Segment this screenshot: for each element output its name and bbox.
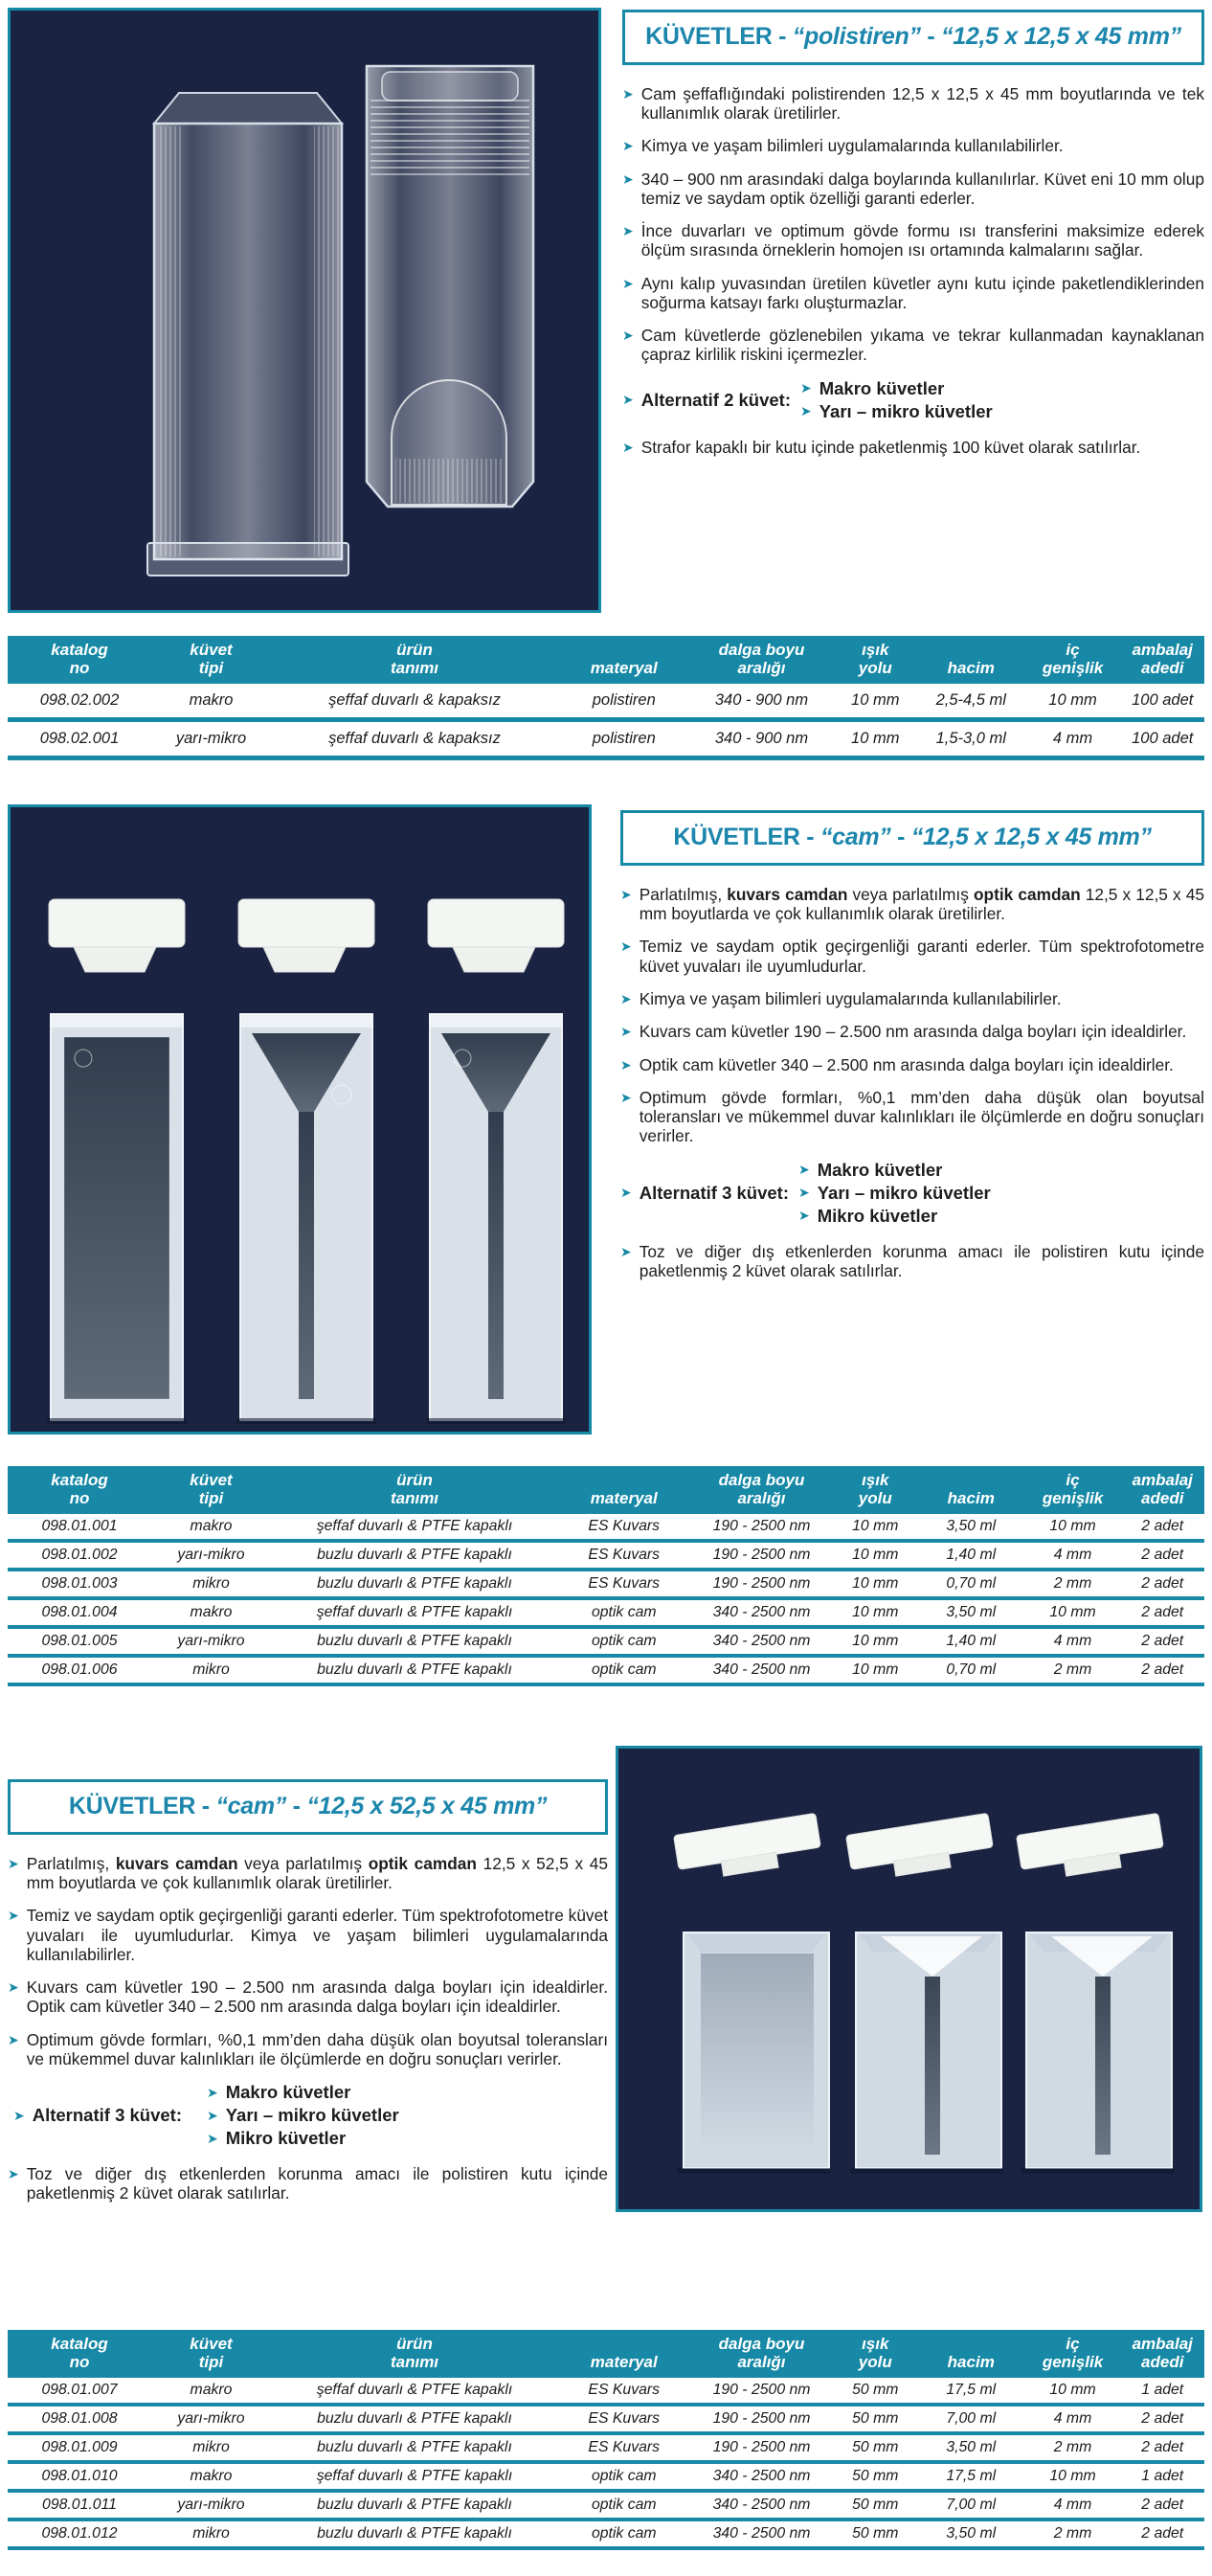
table-cell: optik cam xyxy=(558,2462,690,2491)
table-cell: 50 mm xyxy=(834,2462,918,2491)
table-row xyxy=(8,1570,1204,1598)
bullet-list xyxy=(622,84,1204,457)
table-cell: 2 mm xyxy=(1025,1656,1121,1684)
ptfe-caps xyxy=(49,899,564,972)
column-header: ürün tanımı xyxy=(271,2330,558,2378)
bullet-arrow-icon: ➤ xyxy=(8,1979,19,1996)
bullet-item: ➤ Toz ve diğer dış etkenlerden korunma amacı ile polistiren kutu içinde paketlenmiş 2 küvet olarak satılırlar. xyxy=(8,2164,608,2203)
table-cell: 100 adet xyxy=(1121,720,1205,758)
ptfe-cap-slabs xyxy=(674,1813,1166,1883)
table-cell: 3,50 ml xyxy=(917,1514,1025,1541)
table-row xyxy=(8,2520,1204,2548)
table-cell: 4 mm xyxy=(1025,720,1121,758)
table-cell: 098.01.012 xyxy=(8,2520,151,2548)
column-header: materyal xyxy=(558,1466,690,1514)
bullet-item: ➤ Kimya ve yaşam bilimleri uygulamalarında kullanılabilirler. xyxy=(622,136,1064,156)
table-cell: 098.01.011 xyxy=(8,2491,151,2520)
table-cell: 1 adet xyxy=(1121,2462,1205,2491)
column-header: küvet tipi xyxy=(151,2330,271,2378)
table-cell: 2 adet xyxy=(1121,1656,1205,1684)
table-cell: 7,00 ml xyxy=(917,2491,1025,2520)
table-cell: 340 - 900 nm xyxy=(690,684,834,720)
bullet-item: ➤ Strafor kapaklı bir kutu içinde paketlenmiş 100 küvet olarak satılırlar. xyxy=(622,437,1141,457)
bullet-arrow-icon: ➤ xyxy=(622,138,634,154)
table-cell: 2 adet xyxy=(1121,2520,1205,2548)
alternative-item: ➤ Mikro küvetler xyxy=(207,2128,347,2149)
table-cell: 4 mm xyxy=(1025,1541,1121,1570)
bullet-arrow-icon: ➤ xyxy=(622,439,634,455)
bullet-arrow-icon: ➤ xyxy=(798,1185,810,1201)
bullet-arrow-icon: ➤ xyxy=(8,1856,19,1871)
table-cell: 10 mm xyxy=(834,720,918,758)
table-cell: buzlu duvarlı & PTFE kapaklı xyxy=(271,1627,558,1656)
table-cell: buzlu duvarlı & PTFE kapaklı xyxy=(271,2491,558,2520)
table-row xyxy=(8,1598,1204,1627)
bullet-arrow-icon: ➤ xyxy=(622,275,634,291)
bullet-item: ➤ Cam küvetlerde gözlenebilen yıkama ve tekrar kullanmadan kaynaklanan çapraz kirlilik riskini içermezler. xyxy=(622,326,1204,365)
table-cell: 2 mm xyxy=(1025,1570,1121,1598)
bullet-arrow-icon: ➤ xyxy=(620,938,632,955)
table-cell: optik cam xyxy=(558,2520,690,2548)
table-cell: mikro xyxy=(151,2520,271,2548)
table-cell: şeffaf duvarlı & kapaksız xyxy=(271,684,558,720)
table-cell: 1,40 ml xyxy=(917,1541,1025,1570)
column-header: küvet tipi xyxy=(151,636,271,684)
table-cell: 340 - 900 nm xyxy=(690,720,834,758)
table-cell: 2 adet xyxy=(1121,1514,1205,1541)
table-cell: 2 adet xyxy=(1121,1598,1205,1627)
column-header: katalog no xyxy=(8,1466,151,1514)
column-header: ambalaj adedi xyxy=(1121,1466,1205,1514)
table-cell: 190 - 2500 nm xyxy=(690,2433,834,2462)
table-cell: 3,50 ml xyxy=(917,1598,1025,1627)
table-cell: 098.01.006 xyxy=(8,1656,151,1684)
column-header: ambalaj adedi xyxy=(1121,2330,1205,2378)
bullet-arrow-icon: ➤ xyxy=(798,1162,810,1178)
bullet-arrow-icon: ➤ xyxy=(8,2166,19,2182)
table-cell: 10 mm xyxy=(834,1570,918,1598)
bullet-arrow-icon: ➤ xyxy=(800,380,812,396)
table-cell: yarı-mikro xyxy=(151,720,271,758)
bullet-arrow-icon: ➤ xyxy=(620,1089,632,1105)
column-header: materyal xyxy=(558,2330,690,2378)
alternatives-row xyxy=(8,2082,608,2149)
table-cell: ES Kuvars xyxy=(558,2405,690,2433)
table-cell: makro xyxy=(151,1598,271,1627)
table-cell: optik cam xyxy=(558,2491,690,2520)
table-row xyxy=(8,2378,1204,2405)
table-cell: makro xyxy=(151,2462,271,2491)
bullet-arrow-icon: ➤ xyxy=(622,392,634,408)
table-row xyxy=(8,1627,1204,1656)
table-cam-kuvetler-small xyxy=(8,1466,1204,1686)
bullet-list xyxy=(620,885,1204,1280)
table-cell: 10 mm xyxy=(1025,2378,1121,2405)
bullet-arrow-icon: ➤ xyxy=(8,1908,19,1924)
bullet-arrow-icon: ➤ xyxy=(798,1208,810,1224)
table-cell: 098.02.001 xyxy=(8,720,151,758)
table-cell: 4 mm xyxy=(1025,1627,1121,1656)
table-cell: 0,70 ml xyxy=(917,1656,1025,1684)
alternative-item: ➤ Yarı – mikro küvetler xyxy=(207,2105,399,2126)
table-row xyxy=(8,2433,1204,2462)
column-header: dalga boyu aralığı xyxy=(690,2330,834,2378)
table-cell: 2 adet xyxy=(1121,2433,1205,2462)
table-cell: yarı-mikro xyxy=(151,1627,271,1656)
bullet-item: ➤ Temiz ve saydam optik geçirgenliği garanti ederler. Tüm spektrofotometre küvet yuvaları ile uyumludurlar. xyxy=(620,937,1204,976)
bullet-item: ➤ Toz ve diğer dış etkenlerden korunma amacı ile polistiren kutu içinde paketlenmiş 2 küvet olarak satılırlar. xyxy=(620,1241,1204,1280)
section-title: KÜVETLER - “polistiren” - “12,5 x 12,5 x 45 mm” xyxy=(622,10,1204,65)
table-cell: 2 adet xyxy=(1121,1541,1205,1570)
table-cell: şeffaf duvarlı & kapaksız xyxy=(271,720,558,758)
table-cell: 2 mm xyxy=(1025,2520,1121,2548)
table-cell: makro xyxy=(151,2378,271,2405)
alternatives-label: Alternatif 3 küvet: xyxy=(32,2105,182,2126)
table-cell: 098.01.009 xyxy=(8,2433,151,2462)
table-cell: şeffaf duvarlı & PTFE kapaklı xyxy=(271,1514,558,1541)
table-cell: şeffaf duvarlı & PTFE kapaklı xyxy=(271,1598,558,1627)
table-cell: 098.01.004 xyxy=(8,1598,151,1627)
bullet-list xyxy=(8,1854,608,2203)
column-header: materyal xyxy=(558,636,690,684)
table-row xyxy=(8,2491,1204,2520)
bullet-arrow-icon: ➤ xyxy=(207,2130,218,2146)
table-cell: ES Kuvars xyxy=(558,1541,690,1570)
table-cell: optik cam xyxy=(558,1627,690,1656)
table-cell: 098.01.007 xyxy=(8,2378,151,2405)
section-cam-large xyxy=(8,1779,608,2217)
table-cell: buzlu duvarlı & PTFE kapaklı xyxy=(271,2520,558,2548)
table-header xyxy=(8,1466,1204,1514)
bullet-item: ➤ Optimum gövde formları, %0,1 mm’den daha düşük olan boyutsal toleransları ve mükemmel duvar kalınlıkları ile ölçümlerde en doğru sonuçları verirler. xyxy=(620,1087,1204,1146)
column-header: ışık yolu xyxy=(834,2330,918,2378)
table-row xyxy=(8,2462,1204,2491)
table-cell: mikro xyxy=(151,2433,271,2462)
alternative-item: ➤ Makro küvetler xyxy=(800,377,945,398)
bullet-arrow-icon: ➤ xyxy=(13,2107,25,2123)
table-cell: makro xyxy=(151,684,271,720)
section-title: KÜVETLER - “cam” - “12,5 x 12,5 x 45 mm” xyxy=(620,810,1204,866)
table-body xyxy=(8,2378,1204,2548)
column-header: hacim xyxy=(917,1466,1025,1514)
alternatives-row xyxy=(620,1160,1204,1227)
table-cell: 098.01.010 xyxy=(8,2462,151,2491)
table-row xyxy=(8,2405,1204,2433)
table-cell: 340 - 2500 nm xyxy=(690,1656,834,1684)
table-cell: ES Kuvars xyxy=(558,2378,690,2405)
alternative-item: ➤ Yarı – mikro küvetler xyxy=(798,1182,991,1203)
table-cell: 10 mm xyxy=(834,1656,918,1684)
table-row xyxy=(8,684,1204,720)
table-cell: 3,50 ml xyxy=(917,2520,1025,2548)
table-cell: 1,40 ml xyxy=(917,1627,1025,1656)
column-header: ambalaj adedi xyxy=(1121,636,1205,684)
table-cell: ES Kuvars xyxy=(558,2433,690,2462)
column-header: dalga boyu aralığı xyxy=(690,1466,834,1514)
bullet-arrow-icon: ➤ xyxy=(620,990,632,1006)
bullet-item: ➤ Kuvars cam küvetler 190 – 2.500 nm arasında dalga boyları için idealdirler. xyxy=(620,1022,1187,1042)
bullet-item: ➤ Optik cam küvetler 340 – 2.500 nm arasında dalga boyları için idealdirler. xyxy=(620,1054,1174,1074)
table-cell: 10 mm xyxy=(1025,1514,1121,1541)
table-row xyxy=(8,1656,1204,1684)
alternative-item: ➤ Yarı – mikro küvetler xyxy=(800,400,993,421)
alternative-item: ➤ Makro küvetler xyxy=(798,1159,943,1180)
glass-cuvettes-large-illustration xyxy=(618,1749,1200,2209)
column-header: hacim xyxy=(917,2330,1025,2378)
bullet-arrow-icon: ➤ xyxy=(800,403,812,419)
table-cell: 7,00 ml xyxy=(917,2405,1025,2433)
table-cell: 190 - 2500 nm xyxy=(690,2378,834,2405)
table-cell: şeffaf duvarlı & PTFE kapaklı xyxy=(271,2378,558,2405)
table-cell: makro xyxy=(151,1514,271,1541)
table-row xyxy=(8,720,1204,758)
table-cell: buzlu duvarlı & PTFE kapaklı xyxy=(271,1541,558,1570)
table-cell: 50 mm xyxy=(834,2520,918,2548)
table-cell: 10 mm xyxy=(834,1514,918,1541)
bullet-arrow-icon: ➤ xyxy=(622,223,634,239)
table-cell: ES Kuvars xyxy=(558,1514,690,1541)
table-body xyxy=(8,684,1204,758)
glass-cuvettes-small-photo xyxy=(8,804,592,1435)
table-cell: 1 adet xyxy=(1121,2378,1205,2405)
bullet-arrow-icon: ➤ xyxy=(620,1024,632,1040)
table-cell: 1,5-3,0 ml xyxy=(917,720,1025,758)
table-cell: 2 adet xyxy=(1121,1627,1205,1656)
column-header: ürün tanımı xyxy=(271,1466,558,1514)
table-cell: polistiren xyxy=(558,684,690,720)
table-cell: 190 - 2500 nm xyxy=(690,2405,834,2433)
table-cell: buzlu duvarlı & PTFE kapaklı xyxy=(271,1656,558,1684)
table-row xyxy=(8,1541,1204,1570)
bullet-arrow-icon: ➤ xyxy=(620,1185,632,1201)
column-header: iç genişlik xyxy=(1025,1466,1121,1514)
table-cell: mikro xyxy=(151,1656,271,1684)
bullet-item: ➤ Parlatılmış, kuvars camdan veya parlatılmış optik camdan 12,5 x 12,5 x 45 mm boyutlarda ve çok kullanımlık olarak üretilirler. xyxy=(620,885,1204,924)
table-cell: 190 - 2500 nm xyxy=(690,1514,834,1541)
table-cell: buzlu duvarlı & PTFE kapaklı xyxy=(271,2433,558,2462)
bullet-item: ➤ Kimya ve yaşam bilimleri uygulamalarında kullanılabilirler. xyxy=(620,988,1062,1008)
table-cell: 17,5 ml xyxy=(917,2462,1025,2491)
table-cell: 10 mm xyxy=(1025,684,1121,720)
table-cell: 098.01.003 xyxy=(8,1570,151,1598)
polystyrene-cuvettes-illustration xyxy=(11,11,598,610)
section-polistiren xyxy=(622,10,1204,470)
glass-cuvettes-small-illustration xyxy=(11,807,589,1432)
bullet-item: ➤ 340 – 900 nm arasındaki dalga boylarında kullanılırlar. Küvet eni 10 mm olup temiz ve saydam optik özelliği garanti ederler. xyxy=(622,169,1204,208)
column-header: iç genişlik xyxy=(1025,636,1121,684)
table-cell: yarı-mikro xyxy=(151,2491,271,2520)
table-cell: 2 adet xyxy=(1121,2405,1205,2433)
column-header: iç genişlik xyxy=(1025,2330,1121,2378)
table-cell: buzlu duvarlı & PTFE kapaklı xyxy=(271,2405,558,2433)
bullet-item: ➤ İnce duvarları ve optimum gövde formu ısı transferini maksimize ederek ölçüm sırasında örneklerin homojen ısı ortamında kalmalarını sağlar. xyxy=(622,221,1204,260)
bullet-item: ➤ Aynı kalıp yuvasından üretilen küvetler aynı kutu içinde paketlendiklerinden soğurma katsayı farkı oluşturmazlar. xyxy=(622,273,1204,312)
table-cell: 10 mm xyxy=(834,1598,918,1627)
polystyrene-cuvettes-photo xyxy=(8,8,601,613)
column-header: küvet tipi xyxy=(151,1466,271,1514)
table-cell: 190 - 2500 nm xyxy=(690,1570,834,1598)
table-cell: 50 mm xyxy=(834,2491,918,2520)
table-cell: ES Kuvars xyxy=(558,1570,690,1598)
table-cell: 17,5 ml xyxy=(917,2378,1025,2405)
bullet-arrow-icon: ➤ xyxy=(622,86,634,102)
table-header xyxy=(8,2330,1204,2378)
alternatives-label: Alternatif 2 küvet: xyxy=(640,389,791,410)
column-header: ışık yolu xyxy=(834,1466,918,1514)
table-cell: 0,70 ml xyxy=(917,1570,1025,1598)
table-cell: 098.02.002 xyxy=(8,684,151,720)
bullet-item: ➤ Optimum gövde formları, %0,1 mm’den daha düşük olan boyutsal toleransları ve mükemmel duvar kalınlıkları ile ölçümlerde en doğru sonuçları verirler. xyxy=(8,2029,608,2068)
table-cell: 10 mm xyxy=(834,1627,918,1656)
table-cell: 340 - 2500 nm xyxy=(690,2520,834,2548)
column-header: dalga boyu aralığı xyxy=(690,636,834,684)
bullet-arrow-icon: ➤ xyxy=(620,887,632,902)
table-cell: 10 mm xyxy=(1025,2462,1121,2491)
table-cell: 098.01.002 xyxy=(8,1541,151,1570)
table-cell: buzlu duvarlı & PTFE kapaklı xyxy=(271,1570,558,1598)
bullet-arrow-icon: ➤ xyxy=(207,2107,218,2123)
table-cell: 50 mm xyxy=(834,2378,918,2405)
table-cell: 10 mm xyxy=(1025,1598,1121,1627)
table-cam-kuvetler-large xyxy=(8,2330,1204,2550)
section-cam-small xyxy=(620,810,1204,1294)
table-cell: 340 - 2500 nm xyxy=(690,1598,834,1627)
table-cell: 098.01.005 xyxy=(8,1627,151,1656)
table-cell: optik cam xyxy=(558,1656,690,1684)
table-cell: 340 - 2500 nm xyxy=(690,1627,834,1656)
column-header: katalog no xyxy=(8,2330,151,2378)
bullet-arrow-icon: ➤ xyxy=(207,2084,218,2100)
table-cell: 098.01.001 xyxy=(8,1514,151,1541)
alternatives-label: Alternatif 3 küvet: xyxy=(639,1182,789,1203)
bullet-arrow-icon: ➤ xyxy=(620,1243,632,1259)
table-cell: 100 adet xyxy=(1121,684,1205,720)
table-cell: polistiren xyxy=(558,720,690,758)
bullet-arrow-icon: ➤ xyxy=(622,328,634,344)
table-cell: optik cam xyxy=(558,1598,690,1627)
table-cell: 2 adet xyxy=(1121,1570,1205,1598)
table-cell: 2 adet xyxy=(1121,2491,1205,2520)
column-header: hacim xyxy=(917,636,1025,684)
table-polistiren-kuvetler xyxy=(8,636,1204,760)
section-title: KÜVETLER - “cam” - “12,5 x 52,5 x 45 mm” xyxy=(8,1779,608,1835)
table-cell: 4 mm xyxy=(1025,2491,1121,2520)
glass-cuvettes-large-photo xyxy=(616,1746,1202,2212)
table-cell: 098.01.008 xyxy=(8,2405,151,2433)
column-header: katalog no xyxy=(8,636,151,684)
table-cell: yarı-mikro xyxy=(151,2405,271,2433)
alternative-item: ➤ Makro küvetler xyxy=(207,2082,351,2103)
bullet-arrow-icon: ➤ xyxy=(620,1056,632,1073)
table-cell: yarı-mikro xyxy=(151,1541,271,1570)
bullet-arrow-icon: ➤ xyxy=(8,2031,19,2047)
bullet-item: ➤ Cam şeffaflığındaki polistirenden 12,5 x 12,5 x 45 mm boyutlarında ve tek kullanımlık olarak üretilirler. xyxy=(622,84,1204,124)
alternative-item: ➤ Mikro küvetler xyxy=(798,1205,938,1226)
table-body xyxy=(8,1514,1204,1684)
table-row xyxy=(8,1514,1204,1541)
table-cell: 50 mm xyxy=(834,2433,918,2462)
table-cell: 340 - 2500 nm xyxy=(690,2491,834,2520)
table-cell: şeffaf duvarlı & PTFE kapaklı xyxy=(271,2462,558,2491)
bullet-item: ➤ Kuvars cam küvetler 190 – 2.500 nm arasında dalga boyları için idealdirler. Optik cam küvetler 340 – 2.500 nm arasında dalga boyları için idealdirler. xyxy=(8,1977,608,2017)
table-cell: 10 mm xyxy=(834,684,918,720)
table-cell: 3,50 ml xyxy=(917,2433,1025,2462)
table-cell: 190 - 2500 nm xyxy=(690,1541,834,1570)
table-cell: mikro xyxy=(151,1570,271,1598)
table-cell: 2,5-4,5 ml xyxy=(917,684,1025,720)
table-cell: 10 mm xyxy=(834,1541,918,1570)
column-header: ışık yolu xyxy=(834,636,918,684)
alternatives-row xyxy=(622,378,1204,422)
table-header xyxy=(8,636,1204,684)
table-cell: 2 mm xyxy=(1025,2433,1121,2462)
table-cell: 340 - 2500 nm xyxy=(690,2462,834,2491)
table-cell: 50 mm xyxy=(834,2405,918,2433)
bullet-arrow-icon: ➤ xyxy=(622,170,634,187)
bullet-item: ➤ Parlatılmış, kuvars camdan veya parlatılmış optik camdan 12,5 x 52,5 x 45 mm boyutlarda ve çok kullanımlık olarak üretilirler. xyxy=(8,1854,608,1893)
table-cell: 4 mm xyxy=(1025,2405,1121,2433)
bullet-item: ➤ Temiz ve saydam optik geçirgenliği garanti ederler. Tüm spektrofotometre küvet yuvaları ile uyumludurlar. Kimya ve yaşam bilimleri uygulamalarında kullanılabilirler. xyxy=(8,1906,608,1964)
column-header: ürün tanımı xyxy=(271,636,558,684)
